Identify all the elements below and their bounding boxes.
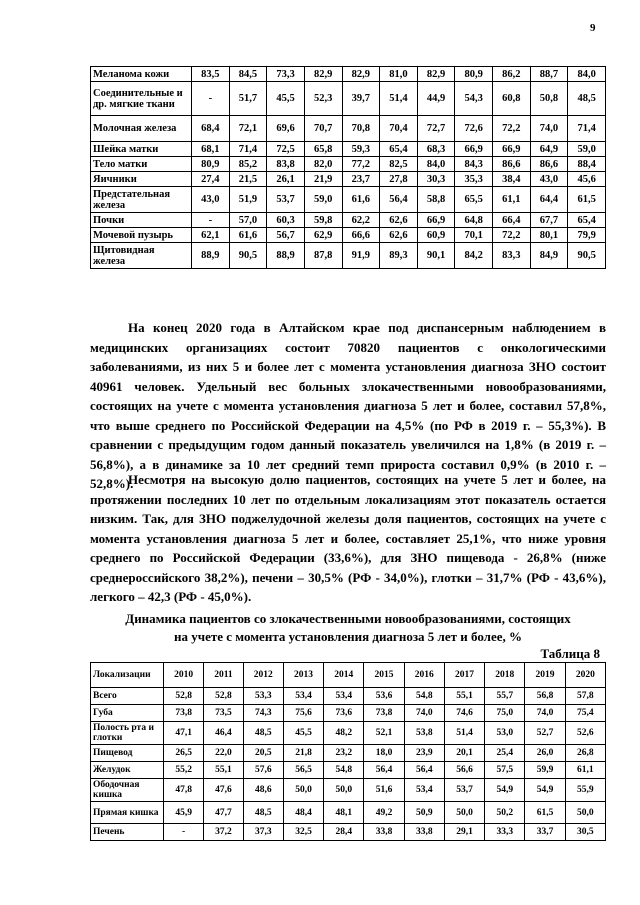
table-cell: 30,5 bbox=[565, 824, 605, 841]
table-cell: 23,2 bbox=[324, 745, 364, 762]
table-cell: 57,5 bbox=[485, 762, 525, 779]
table-cell: 67,7 bbox=[530, 213, 568, 228]
table-cell: 51,4 bbox=[444, 722, 484, 745]
table-cell: 80,1 bbox=[530, 228, 568, 243]
column-header: 2010 bbox=[164, 663, 204, 688]
row-label: Тело матки bbox=[91, 157, 192, 172]
table-cell: 33,8 bbox=[404, 824, 444, 841]
table-cell: 59,9 bbox=[525, 762, 565, 779]
table-cell: 53,7 bbox=[267, 187, 305, 213]
row-label: Молочная железа bbox=[91, 116, 192, 142]
table-cell: 62,6 bbox=[380, 228, 418, 243]
table-cell: 56,5 bbox=[283, 762, 323, 779]
table-cell: 66,9 bbox=[493, 142, 531, 157]
row-label: Прямая кишка bbox=[91, 802, 164, 824]
table-row bbox=[91, 802, 606, 824]
table-cell: 55,1 bbox=[444, 688, 484, 705]
table-cell: 86,6 bbox=[530, 157, 568, 172]
table-cell: 80,9 bbox=[192, 157, 230, 172]
table-cell: 72,5 bbox=[267, 142, 305, 157]
table-cell: 86,6 bbox=[493, 157, 531, 172]
table-cell: 52,7 bbox=[525, 722, 565, 745]
table-cell: - bbox=[192, 213, 230, 228]
table-cell: 90,5 bbox=[568, 243, 606, 269]
table-cell: 84,0 bbox=[417, 157, 455, 172]
table-cell: 65,4 bbox=[568, 213, 606, 228]
column-header: 2017 bbox=[444, 663, 484, 688]
table-cell: 54,3 bbox=[455, 82, 493, 116]
table-cell: 50,8 bbox=[530, 82, 568, 116]
table-cell: 33,7 bbox=[525, 824, 565, 841]
table-cell: 50,0 bbox=[324, 779, 364, 802]
table-cell: 61,6 bbox=[229, 228, 267, 243]
table-row bbox=[91, 82, 606, 116]
table-cell: 71,4 bbox=[568, 116, 606, 142]
table-cell: 65,5 bbox=[455, 187, 493, 213]
row-label: Мочевой пузырь bbox=[91, 228, 192, 243]
table-cell: 87,8 bbox=[304, 243, 342, 269]
table-cell: 68,1 bbox=[192, 142, 230, 157]
table-row bbox=[91, 745, 606, 762]
table-cell: 84,0 bbox=[568, 67, 606, 82]
row-label: Губа bbox=[91, 705, 164, 722]
table-cell: 20,1 bbox=[444, 745, 484, 762]
table-cell: 88,7 bbox=[530, 67, 568, 82]
table-cell: 53,8 bbox=[404, 722, 444, 745]
table-cell: 85,2 bbox=[229, 157, 267, 172]
table-row bbox=[91, 116, 606, 142]
table-cell: 23,7 bbox=[342, 172, 380, 187]
table-cell: 51,6 bbox=[364, 779, 404, 802]
table-cell: 89,3 bbox=[380, 243, 418, 269]
table-cell: 88,4 bbox=[568, 157, 606, 172]
table-cell: 56,7 bbox=[267, 228, 305, 243]
table-cell: 65,4 bbox=[380, 142, 418, 157]
table-cell: 70,1 bbox=[455, 228, 493, 243]
table-row bbox=[91, 213, 606, 228]
table-cell: 82,9 bbox=[417, 67, 455, 82]
table-cell: 21,8 bbox=[283, 745, 323, 762]
table-cell: 70,8 bbox=[342, 116, 380, 142]
table-cell: 52,3 bbox=[304, 82, 342, 116]
column-header: Локализации bbox=[91, 663, 164, 688]
table-cell: 50,0 bbox=[444, 802, 484, 824]
table-caption bbox=[90, 610, 606, 646]
table-cell: 47,8 bbox=[164, 779, 204, 802]
table-cell: 27,8 bbox=[380, 172, 418, 187]
column-header: 2012 bbox=[243, 663, 283, 688]
table-cell: 48,6 bbox=[243, 779, 283, 802]
table-cell: 28,4 bbox=[324, 824, 364, 841]
table-cell: 57,0 bbox=[229, 213, 267, 228]
table-cell: 72,2 bbox=[493, 228, 531, 243]
table-row bbox=[91, 762, 606, 779]
table-cell: 18,0 bbox=[364, 745, 404, 762]
table-cell: 54,8 bbox=[404, 688, 444, 705]
table-cell: 84,5 bbox=[229, 67, 267, 82]
table-cell: 84,3 bbox=[455, 157, 493, 172]
table-cell: 72,6 bbox=[455, 116, 493, 142]
table-cell: 55,9 bbox=[565, 779, 605, 802]
table-cell: 52,6 bbox=[565, 722, 605, 745]
table-cell: 74,3 bbox=[243, 705, 283, 722]
table-cell: 54,9 bbox=[525, 779, 565, 802]
table-cell: 75,4 bbox=[565, 705, 605, 722]
table-row bbox=[91, 172, 606, 187]
table-cell: 50,0 bbox=[565, 802, 605, 824]
table-cell: 45,5 bbox=[267, 82, 305, 116]
table-cell: 53,4 bbox=[283, 688, 323, 705]
table-cell: 47,1 bbox=[164, 722, 204, 745]
column-header: 2019 bbox=[525, 663, 565, 688]
table-cell: 26,0 bbox=[525, 745, 565, 762]
table-cell: 64,8 bbox=[455, 213, 493, 228]
table-cell: 26,1 bbox=[267, 172, 305, 187]
table-cell: 30,3 bbox=[417, 172, 455, 187]
table-cell: 62,1 bbox=[192, 228, 230, 243]
table-cell: 45,5 bbox=[283, 722, 323, 745]
table-row bbox=[91, 722, 606, 745]
table-cell: 61,5 bbox=[525, 802, 565, 824]
table-cell: 53,4 bbox=[404, 779, 444, 802]
table-cell: 82,0 bbox=[304, 157, 342, 172]
table-cell: 91,9 bbox=[342, 243, 380, 269]
table-row bbox=[91, 243, 606, 269]
column-header: 2016 bbox=[404, 663, 444, 688]
table-cell: 22,0 bbox=[204, 745, 243, 762]
page-number: 9 bbox=[590, 22, 596, 34]
table-cell: 26,5 bbox=[164, 745, 204, 762]
table-cell: 52,8 bbox=[164, 688, 204, 705]
table-cell: 71,4 bbox=[229, 142, 267, 157]
table-cell: 55,1 bbox=[204, 762, 243, 779]
table-cell: 47,6 bbox=[204, 779, 243, 802]
table-cell: 69,6 bbox=[267, 116, 305, 142]
column-header: 2018 bbox=[485, 663, 525, 688]
table-cell: 72,7 bbox=[417, 116, 455, 142]
table-cell: 53,4 bbox=[324, 688, 364, 705]
table-cell: 25,4 bbox=[485, 745, 525, 762]
table-cell: 39,7 bbox=[342, 82, 380, 116]
table-cell: 79,9 bbox=[568, 228, 606, 243]
table-cell: 82,5 bbox=[380, 157, 418, 172]
column-header: 2020 bbox=[565, 663, 605, 688]
table-cell: 57,8 bbox=[565, 688, 605, 705]
table-cell: 50,2 bbox=[485, 802, 525, 824]
table-row bbox=[91, 705, 606, 722]
table-row bbox=[91, 824, 606, 841]
table-cell: 21,5 bbox=[229, 172, 267, 187]
row-label: Меланома кожи bbox=[91, 67, 192, 82]
table-cell: 37,3 bbox=[243, 824, 283, 841]
table-cell: 70,7 bbox=[304, 116, 342, 142]
table-cell: 35,3 bbox=[455, 172, 493, 187]
table-cell: 56,8 bbox=[525, 688, 565, 705]
table-cell: 64,9 bbox=[530, 142, 568, 157]
table-cell: 52,1 bbox=[364, 722, 404, 745]
table-cell: 65,8 bbox=[304, 142, 342, 157]
table-cell: 60,8 bbox=[493, 82, 531, 116]
table-cell: 72,2 bbox=[493, 116, 531, 142]
table-cell: 53,7 bbox=[444, 779, 484, 802]
table-cell: 59,0 bbox=[304, 187, 342, 213]
table-cell: 45,6 bbox=[568, 172, 606, 187]
table-row bbox=[91, 688, 606, 705]
table-cell: 83,8 bbox=[267, 157, 305, 172]
table-cell: 66,6 bbox=[342, 228, 380, 243]
table-cell: - bbox=[192, 82, 230, 116]
table-row bbox=[91, 157, 606, 172]
table-cell: 82,9 bbox=[342, 67, 380, 82]
table-cell: 80,9 bbox=[455, 67, 493, 82]
table-cell: 43,0 bbox=[530, 172, 568, 187]
table-cell: 74,0 bbox=[525, 705, 565, 722]
column-header: 2013 bbox=[283, 663, 323, 688]
survival-table-top bbox=[90, 66, 606, 269]
row-label: Всего bbox=[91, 688, 164, 705]
table-cell: 48,5 bbox=[568, 82, 606, 116]
table-cell: 75,6 bbox=[283, 705, 323, 722]
table-cell: 48,5 bbox=[243, 802, 283, 824]
row-label: Предстательная железа bbox=[91, 187, 192, 213]
table-cell: 51,9 bbox=[229, 187, 267, 213]
row-label: Шейка матки bbox=[91, 142, 192, 157]
dynamics-table bbox=[90, 662, 606, 841]
table-cell: 46,4 bbox=[204, 722, 243, 745]
table-cell: 88,9 bbox=[267, 243, 305, 269]
table-cell: 55,2 bbox=[164, 762, 204, 779]
table-cell: 51,4 bbox=[380, 82, 418, 116]
paragraph-low-rates: Несмотря на высокую долю пациентов, состоящих на учете 5 лет и более, на протяжении последних 10 лет по отдельным локализациям этот показатель остается низким. Так, для ЗНО поджелудочной железы доля пациентов, состоящих на учете с момента установления диагноза 5 лет и более, составляет 25,1%, что ниже уровня среднего по Российской Федерации (33,6%), для ЗНО пищевода - 26,8% (ниже среднероссийского 38,2%), печени – 30,5% (РФ - 34,0%), глотки – 31,7% (РФ - 43,6%), легкого – 42,3 (РФ - 45,0%). bbox=[90, 472, 606, 604]
table-row bbox=[91, 779, 606, 802]
table-cell: 48,5 bbox=[243, 722, 283, 745]
table-cell: 49,2 bbox=[364, 802, 404, 824]
table-cell: 66,4 bbox=[493, 213, 531, 228]
table-caption-line-2: на учете с момента установления диагноза 5 лет и более, % bbox=[174, 629, 522, 644]
table-cell: 90,1 bbox=[417, 243, 455, 269]
column-header: 2014 bbox=[324, 663, 364, 688]
table-cell: 66,9 bbox=[455, 142, 493, 157]
table-cell: 66,9 bbox=[417, 213, 455, 228]
table-cell: 20,5 bbox=[243, 745, 283, 762]
table-cell: 50,9 bbox=[404, 802, 444, 824]
table-cell: 60,3 bbox=[267, 213, 305, 228]
table-cell: 48,1 bbox=[324, 802, 364, 824]
table-row bbox=[91, 142, 606, 157]
table-cell: 50,0 bbox=[283, 779, 323, 802]
table-cell: 61,6 bbox=[342, 187, 380, 213]
table-cell: 48,4 bbox=[283, 802, 323, 824]
table-cell: 72,1 bbox=[229, 116, 267, 142]
table-cell: 43,0 bbox=[192, 187, 230, 213]
table-cell: 56,6 bbox=[444, 762, 484, 779]
table-cell: 74,6 bbox=[444, 705, 484, 722]
table-cell: 56,4 bbox=[380, 187, 418, 213]
table-cell: 82,9 bbox=[304, 67, 342, 82]
table-cell: 59,8 bbox=[304, 213, 342, 228]
table-cell: 84,9 bbox=[530, 243, 568, 269]
table-header-row bbox=[91, 663, 606, 688]
row-label: Печень bbox=[91, 824, 164, 841]
table-cell: 74,0 bbox=[530, 116, 568, 142]
row-label: Щитовидная железа bbox=[91, 243, 192, 269]
table-cell: 73,8 bbox=[164, 705, 204, 722]
table-cell: 48,2 bbox=[324, 722, 364, 745]
row-label: Желудок bbox=[91, 762, 164, 779]
table-cell: 81,0 bbox=[380, 67, 418, 82]
table-cell: 62,6 bbox=[380, 213, 418, 228]
table-cell: 73,3 bbox=[267, 67, 305, 82]
table-cell: 45,9 bbox=[164, 802, 204, 824]
table-cell: 32,5 bbox=[283, 824, 323, 841]
table-cell: 59,0 bbox=[568, 142, 606, 157]
table-cell: 61,1 bbox=[493, 187, 531, 213]
table-cell: 54,8 bbox=[324, 762, 364, 779]
column-header: 2011 bbox=[204, 663, 243, 688]
table-cell: 55,7 bbox=[485, 688, 525, 705]
table-cell: 23,9 bbox=[404, 745, 444, 762]
table-cell: 62,9 bbox=[304, 228, 342, 243]
table-cell: 54,9 bbox=[485, 779, 525, 802]
table-cell: 47,7 bbox=[204, 802, 243, 824]
table-cell: 56,4 bbox=[404, 762, 444, 779]
table-cell: 37,2 bbox=[204, 824, 243, 841]
table-cell: 73,6 bbox=[324, 705, 364, 722]
table-cell: 26,8 bbox=[565, 745, 605, 762]
row-label: Пищевод bbox=[91, 745, 164, 762]
table-cell: 61,5 bbox=[568, 187, 606, 213]
table-row bbox=[91, 67, 606, 82]
table-cell: 68,3 bbox=[417, 142, 455, 157]
table-cell: 77,2 bbox=[342, 157, 380, 172]
table-cell: 70,4 bbox=[380, 116, 418, 142]
table-cell: - bbox=[164, 824, 204, 841]
table-cell: 38,4 bbox=[493, 172, 531, 187]
table-cell: 57,6 bbox=[243, 762, 283, 779]
table-cell: 56,4 bbox=[364, 762, 404, 779]
table-cell: 90,5 bbox=[229, 243, 267, 269]
table-number-label: Таблица 8 bbox=[540, 646, 600, 661]
table-cell: 33,3 bbox=[485, 824, 525, 841]
table-cell: 33,8 bbox=[364, 824, 404, 841]
row-label: Ободочная кишка bbox=[91, 779, 164, 802]
table-row bbox=[91, 187, 606, 213]
table-cell: 53,0 bbox=[485, 722, 525, 745]
table-cell: 88,9 bbox=[192, 243, 230, 269]
row-label: Яичники bbox=[91, 172, 192, 187]
table-cell: 53,3 bbox=[243, 688, 283, 705]
table-cell: 21,9 bbox=[304, 172, 342, 187]
table-cell: 83,3 bbox=[493, 243, 531, 269]
table-cell: 53,6 bbox=[364, 688, 404, 705]
table-cell: 27,4 bbox=[192, 172, 230, 187]
table-cell: 58,8 bbox=[417, 187, 455, 213]
table-cell: 75,0 bbox=[485, 705, 525, 722]
table-row bbox=[91, 228, 606, 243]
table-caption-line-1: Динамика пациентов со злокачественными новообразованиями, состоящих bbox=[125, 611, 571, 626]
table-cell: 64,4 bbox=[530, 187, 568, 213]
table-cell: 86,2 bbox=[493, 67, 531, 82]
row-label: Соединительные и др. мягкие ткани bbox=[91, 82, 192, 116]
paragraph-dispensary-stats: На конец 2020 года в Алтайском крае под диспансерным наблюдением в медицинских организациях состоит 70820 пациентов с онкологическими заболеваниями, из них 5 и более лет с момента установления диагноза ЗНО состоит 40961 человек. Удельный вес больных злокачественными новообразованиями, состоящих на учете с момента установления диагноза 5 лет и более, составил 57,8%, что выше среднего по Российской Федерации на 4,5% (по РФ в 2019 г. – 55,3%). В сравнении с предыдущим годом данный показатель увеличился на 1,8% (в 2019 г. – 56,8%), а в динамике за 10 лет средний темп прироста составил 0,9% (в 2010 г. – 52,8%). bbox=[90, 320, 606, 491]
row-label: Почки bbox=[91, 213, 192, 228]
table-cell: 60,9 bbox=[417, 228, 455, 243]
table-cell: 59,3 bbox=[342, 142, 380, 157]
table-cell: 68,4 bbox=[192, 116, 230, 142]
table-cell: 84,2 bbox=[455, 243, 493, 269]
table-cell: 52,8 bbox=[204, 688, 243, 705]
table-cell: 44,9 bbox=[417, 82, 455, 116]
table-cell: 29,1 bbox=[444, 824, 484, 841]
table-cell: 61,1 bbox=[565, 762, 605, 779]
table-cell: 74,0 bbox=[404, 705, 444, 722]
row-label: Полость рта и глотки bbox=[91, 722, 164, 745]
table-cell: 73,8 bbox=[364, 705, 404, 722]
column-header: 2015 bbox=[364, 663, 404, 688]
table-cell: 62,2 bbox=[342, 213, 380, 228]
table-cell: 51,7 bbox=[229, 82, 267, 116]
table-cell: 83,5 bbox=[192, 67, 230, 82]
table-cell: 73,5 bbox=[204, 705, 243, 722]
